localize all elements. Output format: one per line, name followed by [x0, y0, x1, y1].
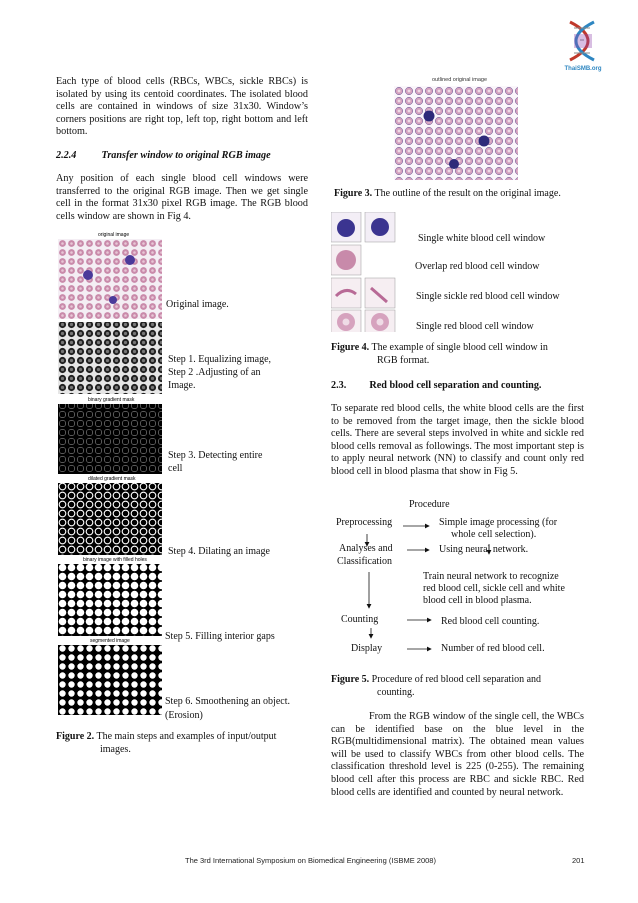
img-label-outlined: outlined original image	[432, 77, 488, 83]
footer-text: The 3rd International Symposium on Biomedical Engineering (ISBME 2008)	[185, 856, 436, 865]
procedure-title: Procedure	[409, 499, 450, 510]
step-5: Step 5. Filling interior gaps	[165, 631, 275, 642]
step-1: Step 1. Equalizing image,	[168, 354, 272, 365]
step-counting: Counting	[341, 614, 379, 625]
figure-5-label: Figure 5.	[331, 674, 370, 685]
page-number: 201	[572, 856, 585, 865]
window-label-overlap: Overlap red blood cell window	[415, 261, 540, 272]
step-3-cont: cell	[168, 463, 183, 474]
step-6-cont: (Erosion)	[165, 710, 203, 721]
figure-5-caption: Figure 5. Procedure of red blood cell separation and counting.	[331, 674, 542, 698]
desc-train-1: Train neural network to recognize	[423, 571, 559, 582]
desc-preprocessing-1: Simple image processing (for	[439, 517, 558, 528]
figure-2-label: Figure 2.	[56, 731, 95, 742]
paragraph-centroid: Each type of blood cells (RBCs, WBCs, sickle RBCs) is isolated by using its centoid coordinates. The isolated blood cells are contained in windows of size 31x30. Window’s corners positions are right top, left top, right bottom and left bottom.	[56, 76, 308, 138]
section-title: Transfer window to original RGB image	[101, 150, 271, 161]
step-2-cont: Image.	[168, 380, 196, 391]
outlined-blood-smear	[394, 86, 518, 180]
figure-4-windows	[331, 212, 397, 332]
figure-2-images	[58, 230, 162, 715]
logo	[560, 20, 606, 76]
section-number: 2.3.	[331, 380, 347, 391]
section-title: Red blood cell separation and counting.	[369, 380, 542, 391]
blood-cell-windows	[331, 212, 397, 332]
figure-3-image	[394, 86, 518, 180]
step-analyses-2: Classification	[337, 556, 392, 567]
paragraph-separation: To separate red blood cells, the white blood cells are the first to be removed from the target image, then the sickle blood cells. There are several steps involved in white and sickle red blood cells removal as followings. The most important step is to apply neural network (NN) to classify and count only red blood cell in blood plasma that show in Fig 5.	[331, 403, 584, 477]
window-label-red: Single red blood cell window	[416, 321, 534, 332]
desc-counting: Red blood cell counting.	[441, 616, 540, 627]
img-label-binary-gradient: binary gradient mask	[88, 397, 135, 403]
logo-text: ThaiSMB.org	[564, 66, 602, 72]
figure-3-caption: Figure 3. The outline of the result on the original image.	[334, 188, 561, 199]
step-4: Step 4. Dilating an image	[168, 546, 270, 557]
desc-display: Number of red blood cell.	[441, 643, 545, 654]
section-heading-2-3	[331, 380, 601, 391]
step-analyses-1: Analyses and	[339, 543, 393, 554]
step-preprocessing: Preprocessing	[336, 517, 393, 528]
blood-smear-steps	[58, 230, 162, 715]
img-label-original: original image	[98, 232, 130, 238]
step-2: Step 2 .Adjusting of an	[168, 367, 261, 378]
paragraph-wbc: From the RGB window of the single cell, the WBCs can be identified base on the blue level in the RGB(multidimensional matrix). The obtained mean values will be used to classify WBCs from other blood cells. The classification threshold level is 225 (0-255). The remaining blood cell after this process are RBC and sickle RBC. Red blood cells are identified and counted by neural network.	[331, 711, 584, 798]
step-6: Step 6. Smoothening an object.	[165, 696, 290, 707]
desc-analyses: Using neural network.	[439, 544, 529, 555]
window-label-white: Single white blood cell window	[418, 233, 546, 244]
figure-3-label: Figure 3.	[334, 188, 373, 199]
section-heading-2-2-4	[56, 150, 316, 161]
desc-train-2: red blood cell, sickle cell and white	[423, 583, 565, 594]
img-label-dilated: dilated gradient mask	[88, 476, 136, 482]
figure-5-flowchart	[331, 496, 601, 660]
desc-train-3: blood cell in blood plasma.	[423, 595, 532, 606]
section-number: 2.2.4	[56, 150, 77, 161]
figure-4-caption: Figure 4. The example of single blood cell window in RGB format.	[331, 342, 548, 366]
figure-2-caption: Figure 2. The main steps and examples of input/output images.	[56, 731, 277, 755]
paragraph-transfer: Any position of each single blood cell windows were transferred to the original RGB image. Then we get single cell in the format 31x30 pixel RGB image. The RGB blood cells window are shown in Fig 4.	[56, 173, 308, 222]
img-label-filled-holes: binary image with filled holes	[83, 557, 147, 563]
desc-preprocessing-2: whole cell selection).	[451, 529, 537, 540]
step-3: Step 3. Detecting entire	[168, 450, 263, 461]
step-display: Display	[351, 643, 383, 654]
img-label-segmented: segmented image	[90, 638, 130, 644]
window-label-sickle: Single sickle red blood cell window	[416, 291, 560, 302]
step-original: Original image.	[166, 299, 229, 310]
figure-4-label: Figure 4.	[331, 342, 370, 353]
